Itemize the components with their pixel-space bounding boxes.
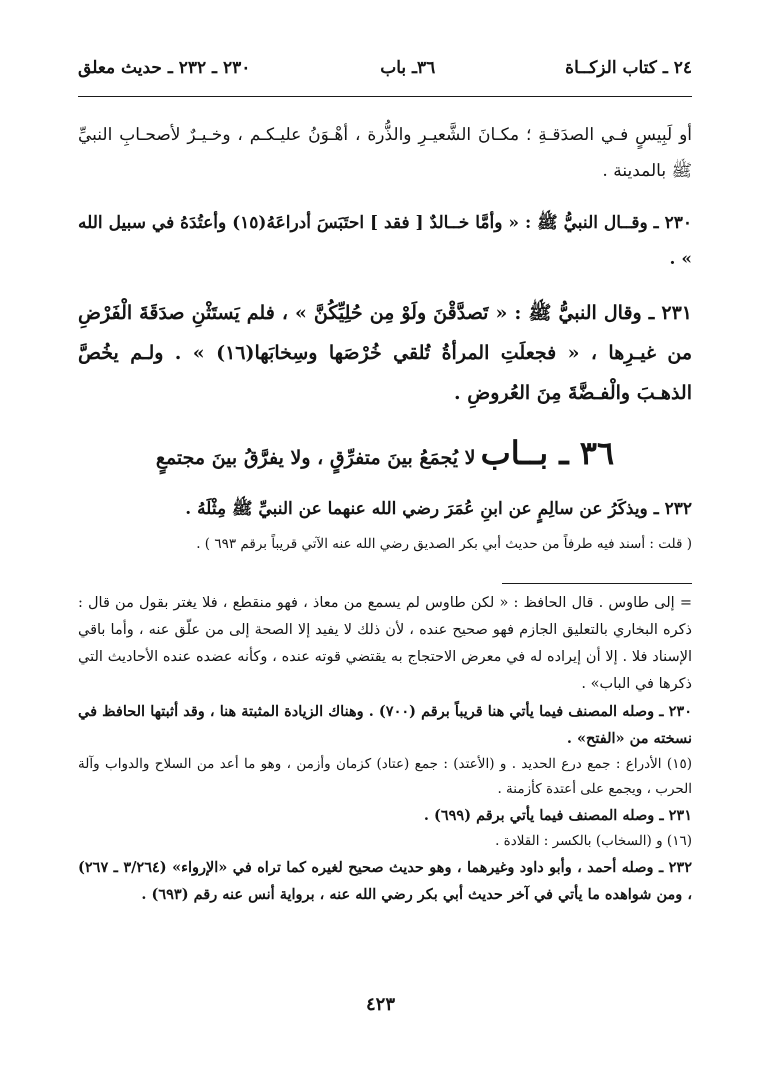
header-chapter: ٣٦ـ باب	[380, 58, 436, 78]
footnotes	[78, 590, 692, 908]
footnote-231: ٢٣١ ـ وصله المصنف فيما يأتي برقم (٦٩٩) .	[423, 807, 692, 824]
header-rule	[78, 96, 692, 97]
book-page	[78, 52, 692, 908]
paragraph-continuation: أو لَبِيسٍ فـي الصدَقـةِ ؛ مكـانَ الشَّعيـرِ والذُّرة ، أهْـوَنُ عليـكـم ، وخـيـرٌ لأصحـابِ النبيِّ ﷺ بالمدينة .	[78, 125, 692, 181]
editor-note: ( قلت : أسند فيه طرفاً من حديث أبي بكر الصديق رضي الله عنه الآتي قريباً برقم ٦٩٣ ) .	[196, 536, 692, 552]
footnote-16: (١٦) و (السخاب) بالكسر : القلادة .	[495, 833, 692, 849]
header-hadith-range: ٢٣٠ ـ ٢٣٢ ـ حديث معلق	[78, 58, 251, 78]
page-number: ٤٢٣	[365, 994, 395, 1015]
footnote-continuation: = إلى طاوس . قال الحافظ : « لكن طاوس لم يسمع من معاذ ، فهو منقطع ، فلا يغتر بقول من قال : ذكره البخاري بالتعليق الجازم فهو صحيح عنده ، لأن ذلك لا يفيد إلا الصحة إلى من علّق عنه ، وأما باقي الإسناد فلا . إلا أن إيراده له في معرض الاحتجاج به يقتضي قوته عنده ، وكأنه عضده عنده الأحاديث التي ذكرها في الباب» .	[78, 595, 692, 692]
hadith-231: ٢٣١ ـ وقال النبيُّ ﷺ : « تَصدَّقْنَ ولَوْ مِن حُلِيِّكُنَّ » ، فلم يَستَثْنِ صدَقَةَ الْفَرْضِ من غيـرِها ، « فجعلَتِ المرأةُ تُلقي خُرْصَها وسِخابَها(١٦) » . ولـم يخُصَّ الذهـبَ والْفـضَّةَ مِنَ العُروضِ .	[78, 302, 692, 404]
footnote-15: (١٥) الأدراع : جمع درع الحديد . و (الأعتد) : جمع (عتاد) كزمان وأزمن ، وهو ما أعد من السلاح والدواب وآلة الحرب ، ويجمع على أعتدة كأزمنة .	[78, 756, 692, 797]
main-text	[78, 117, 692, 557]
running-header	[78, 52, 692, 84]
hadith-230: ٢٣٠ ـ وقــال النبيُّ ﷺ : « وأمَّا خــالدٌ [ فقد ] احتَبَسَ أدراعَهُ(١٥) وأعتُدَهُ في سبيل الله » .	[78, 213, 692, 269]
chapter-number: ٣٦ ـ بــاب	[480, 434, 615, 472]
header-book-title: ٢٤ ـ كتاب الزكــاة	[565, 58, 692, 78]
chapter-title: لا يُجمَعُ بينَ متفرِّقٍ ، ولا يفرَّقُ بينَ مجتمعٍ	[155, 447, 476, 469]
footnote-230: ٢٣٠ ـ وصله المصنف فيما يأتي هنا قريباً برقم (٧٠٠) . وهناك الزيادة المثبتة هنا ، وقد أثبتها الحافظ في نسخته من «الفتح» .	[78, 703, 692, 747]
footnote-divider	[502, 583, 692, 584]
chapter-heading	[78, 431, 692, 481]
footnote-232: ٢٣٢ ـ وصله أحمد ، وأبو داود وغيرهما ، وهو حديث صحيح لغيره كما تراه في «الإرواء» (٣/٢٦٤ ـ ٢٦٧) ، ومن شواهده ما يأتي في آخر حديث أبي بكر رضي الله عنه ، برواية أنس عنه رقم (٦٩٣) .	[78, 859, 692, 903]
hadith-232: ٢٣٢ ـ ويذكَرُ عن سالِمٍ عن ابنِ عُمَرَ رضي الله عنهما عن النبيِّ ﷺ مِثْلَهُ .	[185, 499, 692, 519]
